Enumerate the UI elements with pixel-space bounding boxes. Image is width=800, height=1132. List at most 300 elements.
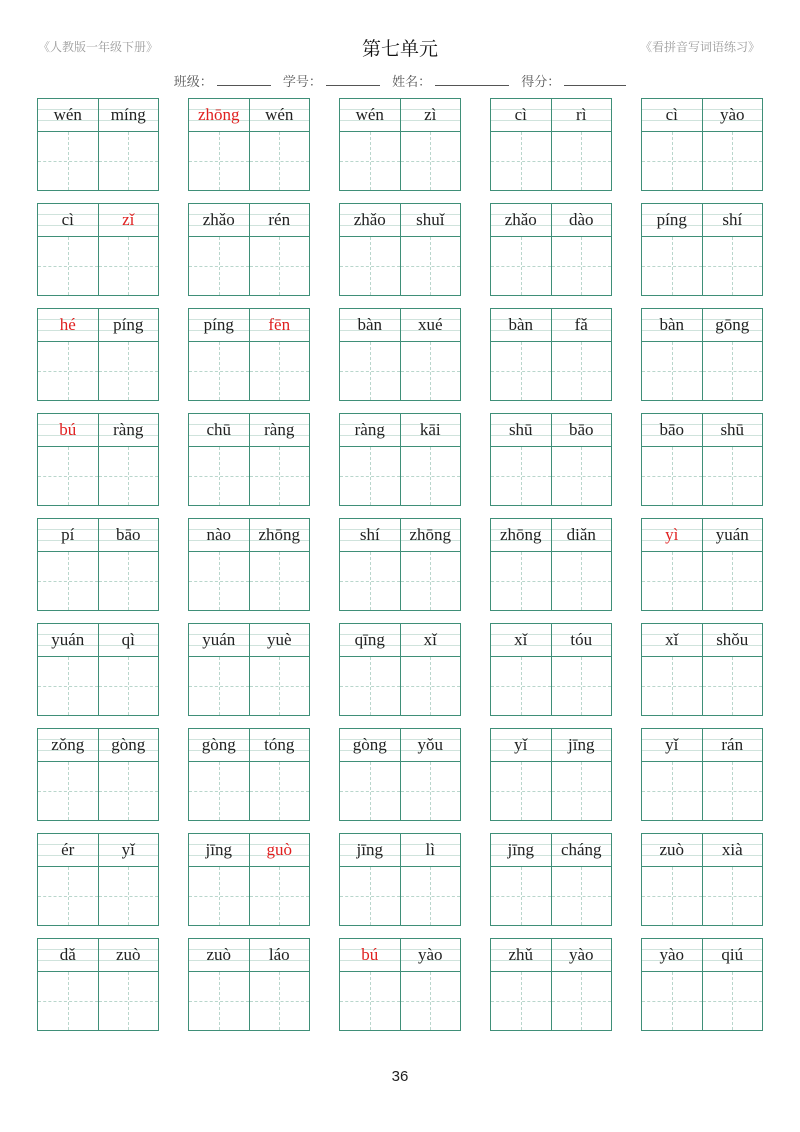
class-label: 班级： xyxy=(173,75,213,90)
pinyin-syllable: guò xyxy=(249,834,310,866)
pinyin-syllable: yào xyxy=(400,939,461,971)
character-writing-box[interactable] xyxy=(38,972,98,1030)
character-writing-box[interactable] xyxy=(491,552,551,610)
character-writing-box[interactable] xyxy=(551,342,612,400)
pinyin-syllable: gōng xyxy=(702,309,763,341)
character-writing-box[interactable] xyxy=(551,867,612,925)
character-writing-box[interactable] xyxy=(189,237,249,295)
pinyin-syllable: ràng xyxy=(98,414,159,446)
pinyin-syllable: cì xyxy=(514,105,527,124)
pinyin-syllable: bàn xyxy=(508,315,534,334)
character-writing-row xyxy=(38,762,158,820)
word-box xyxy=(188,518,310,611)
word-box xyxy=(37,308,159,401)
character-writing-box[interactable] xyxy=(340,237,400,295)
pinyin-syllable: ràng xyxy=(249,414,310,446)
character-writing-row xyxy=(340,342,460,400)
pinyin-syllable: gòng xyxy=(98,729,159,761)
pinyin-row xyxy=(491,99,611,132)
pinyin-row xyxy=(189,204,309,237)
word-box xyxy=(37,98,159,191)
pinyin-syllable: yǐ xyxy=(98,834,159,866)
pinyin-syllable: zhǎo xyxy=(353,210,386,229)
character-writing-box[interactable] xyxy=(551,762,612,820)
pinyin-row xyxy=(38,939,158,972)
character-writing-box[interactable] xyxy=(642,342,702,400)
pinyin-row xyxy=(491,939,611,972)
character-writing-box[interactable] xyxy=(642,237,702,295)
pinyin-syllable: zǐ xyxy=(98,204,159,236)
pinyin-syllable: zuò xyxy=(206,945,232,964)
character-writing-box[interactable] xyxy=(189,657,249,715)
character-writing-box[interactable] xyxy=(491,657,551,715)
word-box xyxy=(490,98,612,191)
word-box xyxy=(339,518,461,611)
character-writing-row xyxy=(491,342,611,400)
word-box xyxy=(339,413,461,506)
word-box xyxy=(490,518,612,611)
id-blank[interactable] xyxy=(326,74,380,86)
pinyin-syllable: xué xyxy=(400,309,461,341)
character-writing-box[interactable] xyxy=(400,447,461,505)
character-writing-box[interactable] xyxy=(249,972,310,1030)
pinyin-syllable: píng xyxy=(98,309,159,341)
pinyin-row xyxy=(340,624,460,657)
character-writing-box[interactable] xyxy=(702,762,763,820)
pinyin-syllable: bāo xyxy=(98,519,159,551)
pinyin-syllable: lì xyxy=(400,834,461,866)
character-writing-box[interactable] xyxy=(642,552,702,610)
character-writing-box[interactable] xyxy=(98,762,159,820)
pinyin-syllable: jīng xyxy=(551,729,612,761)
character-writing-box[interactable] xyxy=(400,132,461,190)
character-writing-row xyxy=(642,447,762,505)
character-writing-row xyxy=(642,762,762,820)
character-writing-box[interactable] xyxy=(38,552,98,610)
pinyin-row xyxy=(340,939,460,972)
pinyin-row xyxy=(340,204,460,237)
pinyin-syllable: yuán xyxy=(202,630,236,649)
character-writing-box[interactable] xyxy=(702,132,763,190)
character-writing-box[interactable] xyxy=(491,972,551,1030)
pinyin-syllable: bāo xyxy=(659,420,685,439)
word-box xyxy=(641,518,763,611)
character-writing-row xyxy=(642,867,762,925)
pinyin-row xyxy=(642,729,762,762)
character-writing-row xyxy=(340,867,460,925)
pinyin-syllable: dǎ xyxy=(59,945,76,964)
pinyin-syllable: cì xyxy=(61,210,74,229)
pinyin-syllable: xǐ xyxy=(400,624,461,656)
character-writing-box[interactable] xyxy=(38,342,98,400)
pinyin-syllable: hé xyxy=(59,315,76,334)
character-writing-box[interactable] xyxy=(400,867,461,925)
pinyin-syllable: chū xyxy=(206,420,232,439)
pinyin-row xyxy=(189,729,309,762)
character-writing-box[interactable] xyxy=(98,972,159,1030)
word-box xyxy=(37,623,159,716)
word-box xyxy=(188,413,310,506)
pinyin-row xyxy=(340,309,460,342)
pinyin-syllable: zuò xyxy=(659,840,685,859)
pinyin-syllable: shuǐ xyxy=(400,204,461,236)
pinyin-syllable: nào xyxy=(206,525,232,544)
word-box xyxy=(37,518,159,611)
pinyin-syllable: yào xyxy=(551,939,612,971)
character-writing-box[interactable] xyxy=(400,342,461,400)
character-writing-row xyxy=(189,237,309,295)
pinyin-syllable: zhōng xyxy=(499,525,542,544)
character-writing-box[interactable] xyxy=(642,762,702,820)
pinyin-syllable: rén xyxy=(249,204,310,236)
character-writing-box[interactable] xyxy=(702,342,763,400)
word-box xyxy=(641,413,763,506)
pinyin-syllable: bàn xyxy=(659,315,685,334)
character-writing-box[interactable] xyxy=(340,657,400,715)
word-box xyxy=(188,938,310,1031)
pinyin-syllable: yǒu xyxy=(400,729,461,761)
character-writing-box[interactable] xyxy=(400,237,461,295)
pinyin-syllable: míng xyxy=(98,99,159,131)
character-writing-row xyxy=(189,972,309,1030)
word-box xyxy=(490,623,612,716)
character-writing-box[interactable] xyxy=(702,447,763,505)
character-writing-box[interactable] xyxy=(189,972,249,1030)
pinyin-syllable: cháng xyxy=(551,834,612,866)
class-field[interactable] xyxy=(174,75,271,90)
word-box xyxy=(490,728,612,821)
character-writing-box[interactable] xyxy=(491,342,551,400)
character-writing-row xyxy=(491,867,611,925)
word-box xyxy=(37,203,159,296)
pinyin-syllable: tóu xyxy=(551,624,612,656)
character-writing-box[interactable] xyxy=(38,447,98,505)
pinyin-row xyxy=(491,834,611,867)
character-writing-box[interactable] xyxy=(702,237,763,295)
character-writing-row xyxy=(340,972,460,1030)
character-writing-row xyxy=(38,237,158,295)
character-writing-row xyxy=(340,447,460,505)
character-writing-box[interactable] xyxy=(491,447,551,505)
character-writing-row xyxy=(189,867,309,925)
name-blank[interactable] xyxy=(435,74,509,86)
character-writing-box[interactable] xyxy=(249,867,310,925)
character-writing-box[interactable] xyxy=(249,657,310,715)
word-box xyxy=(37,833,159,926)
word-box xyxy=(188,98,310,191)
pinyin-row xyxy=(38,834,158,867)
character-writing-box[interactable] xyxy=(642,447,702,505)
pinyin-syllable: xǐ xyxy=(665,630,679,649)
student-info-bar xyxy=(0,71,800,90)
pinyin-syllable: yì xyxy=(665,525,679,544)
pinyin-syllable: ér xyxy=(61,840,75,859)
character-writing-row xyxy=(340,762,460,820)
character-writing-row xyxy=(642,972,762,1030)
character-writing-row xyxy=(491,762,611,820)
character-writing-box[interactable] xyxy=(249,447,310,505)
character-writing-box[interactable] xyxy=(38,237,98,295)
pinyin-row xyxy=(189,99,309,132)
word-box xyxy=(188,308,310,401)
textbook-edition-label: 《人教版一年级下册》 xyxy=(38,40,159,54)
pinyin-syllable: zhǎo xyxy=(504,210,537,229)
pinyin-syllable: bāo xyxy=(551,414,612,446)
pinyin-row xyxy=(491,414,611,447)
character-writing-row xyxy=(491,237,611,295)
character-writing-box[interactable] xyxy=(249,762,310,820)
pinyin-syllable: zì xyxy=(400,99,461,131)
character-writing-row xyxy=(642,552,762,610)
character-writing-box[interactable] xyxy=(249,552,310,610)
character-writing-box[interactable] xyxy=(491,132,551,190)
character-writing-row xyxy=(340,552,460,610)
character-writing-row xyxy=(642,132,762,190)
pinyin-row xyxy=(38,519,158,552)
character-writing-row xyxy=(491,972,611,1030)
pinyin-row xyxy=(642,309,762,342)
word-box xyxy=(641,938,763,1031)
pinyin-syllable: bú xyxy=(361,945,379,964)
character-writing-row xyxy=(189,342,309,400)
pinyin-syllable: yǐ xyxy=(665,735,679,754)
character-writing-box[interactable] xyxy=(702,867,763,925)
pinyin-syllable: dào xyxy=(551,204,612,236)
character-writing-box[interactable] xyxy=(98,132,159,190)
pinyin-row xyxy=(340,414,460,447)
pinyin-row xyxy=(642,519,762,552)
character-writing-box[interactable] xyxy=(189,132,249,190)
pinyin-syllable: tóng xyxy=(249,729,310,761)
word-box xyxy=(37,938,159,1031)
pinyin-syllable: rì xyxy=(551,99,612,131)
pinyin-syllable: kāi xyxy=(400,414,461,446)
character-writing-box[interactable] xyxy=(400,762,461,820)
pinyin-syllable: bú xyxy=(59,420,77,439)
pinyin-row xyxy=(642,939,762,972)
word-box xyxy=(339,308,461,401)
character-writing-box[interactable] xyxy=(189,447,249,505)
character-writing-row xyxy=(491,447,611,505)
character-writing-row xyxy=(189,657,309,715)
word-box xyxy=(188,623,310,716)
character-writing-box[interactable] xyxy=(189,552,249,610)
score-label: 得分： xyxy=(521,75,561,90)
character-writing-box[interactable] xyxy=(38,867,98,925)
word-box xyxy=(490,833,612,926)
character-writing-box[interactable] xyxy=(340,762,400,820)
pinyin-syllable: pí xyxy=(61,525,75,544)
character-writing-box[interactable] xyxy=(249,237,310,295)
character-writing-box[interactable] xyxy=(551,657,612,715)
pinyin-syllable: yuè xyxy=(249,624,310,656)
character-writing-box[interactable] xyxy=(98,447,159,505)
character-writing-box[interactable] xyxy=(98,237,159,295)
character-writing-box[interactable] xyxy=(491,762,551,820)
character-writing-row xyxy=(340,132,460,190)
character-writing-row xyxy=(642,657,762,715)
character-writing-box[interactable] xyxy=(551,132,612,190)
pinyin-syllable: yǐ xyxy=(514,735,528,754)
pinyin-syllable: rán xyxy=(702,729,763,761)
character-writing-box[interactable] xyxy=(249,342,310,400)
word-box xyxy=(490,938,612,1031)
pinyin-syllable: shí xyxy=(702,204,763,236)
character-writing-box[interactable] xyxy=(340,447,400,505)
pinyin-syllable: qì xyxy=(98,624,159,656)
pinyin-row xyxy=(491,519,611,552)
pinyin-syllable: bàn xyxy=(357,315,383,334)
character-writing-row xyxy=(38,972,158,1030)
word-box xyxy=(490,203,612,296)
word-box xyxy=(37,728,159,821)
pinyin-syllable: yào xyxy=(702,99,763,131)
character-writing-box[interactable] xyxy=(551,972,612,1030)
character-writing-box[interactable] xyxy=(189,867,249,925)
pinyin-syllable: wén xyxy=(355,105,384,124)
character-writing-row xyxy=(38,132,158,190)
page-title: 第七单元 xyxy=(361,38,438,60)
character-writing-box[interactable] xyxy=(98,657,159,715)
character-writing-box[interactable] xyxy=(551,552,612,610)
character-writing-row xyxy=(38,657,158,715)
character-writing-box[interactable] xyxy=(340,342,400,400)
pinyin-syllable: xià xyxy=(702,834,763,866)
character-writing-box[interactable] xyxy=(642,867,702,925)
pinyin-syllable: yuán xyxy=(51,630,85,649)
word-box xyxy=(339,623,461,716)
character-writing-box[interactable] xyxy=(551,237,612,295)
pinyin-row xyxy=(340,834,460,867)
pinyin-row xyxy=(340,729,460,762)
character-writing-row xyxy=(642,237,762,295)
pinyin-row xyxy=(38,99,158,132)
pinyin-syllable: fǎ xyxy=(551,309,612,341)
character-writing-row xyxy=(189,762,309,820)
id-label: 学号： xyxy=(282,75,322,90)
character-writing-box[interactable] xyxy=(38,762,98,820)
pinyin-row xyxy=(189,624,309,657)
pinyin-syllable: píng xyxy=(656,210,687,229)
character-writing-box[interactable] xyxy=(400,657,461,715)
pinyin-syllable: yào xyxy=(659,945,685,964)
character-writing-box[interactable] xyxy=(98,552,159,610)
word-box xyxy=(339,98,461,191)
character-writing-box[interactable] xyxy=(189,762,249,820)
name-field[interactable] xyxy=(392,75,509,90)
character-writing-box[interactable] xyxy=(38,657,98,715)
pinyin-row xyxy=(189,519,309,552)
character-writing-row xyxy=(38,867,158,925)
pinyin-syllable: gòng xyxy=(352,735,387,754)
name-label: 姓名： xyxy=(392,75,432,90)
pinyin-syllable: wén xyxy=(249,99,310,131)
page-number: 36 xyxy=(391,1068,409,1085)
word-box xyxy=(339,833,461,926)
class-blank[interactable] xyxy=(217,74,271,86)
character-writing-box[interactable] xyxy=(340,867,400,925)
word-box xyxy=(641,308,763,401)
pinyin-syllable: zǒng xyxy=(51,735,85,754)
character-writing-box[interactable] xyxy=(702,972,763,1030)
character-writing-box[interactable] xyxy=(551,447,612,505)
word-box xyxy=(188,728,310,821)
pinyin-exercise-grid xyxy=(37,98,764,1031)
word-box xyxy=(641,623,763,716)
pinyin-row xyxy=(189,309,309,342)
word-box xyxy=(339,938,461,1031)
character-writing-box[interactable] xyxy=(400,972,461,1030)
character-writing-row xyxy=(340,657,460,715)
word-box xyxy=(641,728,763,821)
pinyin-syllable: gòng xyxy=(201,735,236,754)
pinyin-syllable: zhǔ xyxy=(508,945,534,964)
character-writing-box[interactable] xyxy=(38,132,98,190)
character-writing-row xyxy=(38,342,158,400)
pinyin-syllable: píng xyxy=(203,315,234,334)
pinyin-row xyxy=(340,99,460,132)
score-field[interactable] xyxy=(521,75,626,90)
pinyin-syllable: qīng xyxy=(354,630,385,649)
character-writing-row xyxy=(189,132,309,190)
pinyin-row xyxy=(642,624,762,657)
character-writing-row xyxy=(38,447,158,505)
pinyin-syllable: jīng xyxy=(356,840,383,859)
character-writing-row xyxy=(491,657,611,715)
pinyin-syllable: ràng xyxy=(354,420,385,439)
word-box xyxy=(339,728,461,821)
character-writing-box[interactable] xyxy=(340,132,400,190)
id-field[interactable] xyxy=(283,75,380,90)
pinyin-syllable: cì xyxy=(665,105,678,124)
character-writing-box[interactable] xyxy=(340,552,400,610)
character-writing-row xyxy=(642,342,762,400)
pinyin-row xyxy=(340,519,460,552)
word-box xyxy=(490,308,612,401)
character-writing-row xyxy=(189,552,309,610)
word-box xyxy=(339,203,461,296)
character-writing-box[interactable] xyxy=(702,657,763,715)
character-writing-row xyxy=(189,447,309,505)
character-writing-box[interactable] xyxy=(400,552,461,610)
pinyin-syllable: zhōng xyxy=(197,105,240,124)
character-writing-box[interactable] xyxy=(491,867,551,925)
character-writing-box[interactable] xyxy=(642,972,702,1030)
character-writing-box[interactable] xyxy=(98,867,159,925)
character-writing-box[interactable] xyxy=(702,552,763,610)
pinyin-row xyxy=(491,309,611,342)
pinyin-syllable: wén xyxy=(53,105,82,124)
pinyin-syllable: jīng xyxy=(205,840,232,859)
pinyin-row xyxy=(38,729,158,762)
character-writing-box[interactable] xyxy=(340,972,400,1030)
character-writing-box[interactable] xyxy=(249,132,310,190)
pinyin-syllable: láo xyxy=(249,939,310,971)
character-writing-box[interactable] xyxy=(642,657,702,715)
character-writing-box[interactable] xyxy=(98,342,159,400)
character-writing-box[interactable] xyxy=(189,342,249,400)
pinyin-row xyxy=(642,834,762,867)
character-writing-row xyxy=(38,552,158,610)
pinyin-row xyxy=(38,414,158,447)
character-writing-box[interactable] xyxy=(642,132,702,190)
character-writing-row xyxy=(340,237,460,295)
character-writing-box[interactable] xyxy=(491,237,551,295)
score-blank[interactable] xyxy=(564,74,626,86)
pinyin-syllable: shí xyxy=(359,525,380,544)
pinyin-syllable: zhōng xyxy=(249,519,310,551)
pinyin-row xyxy=(491,204,611,237)
